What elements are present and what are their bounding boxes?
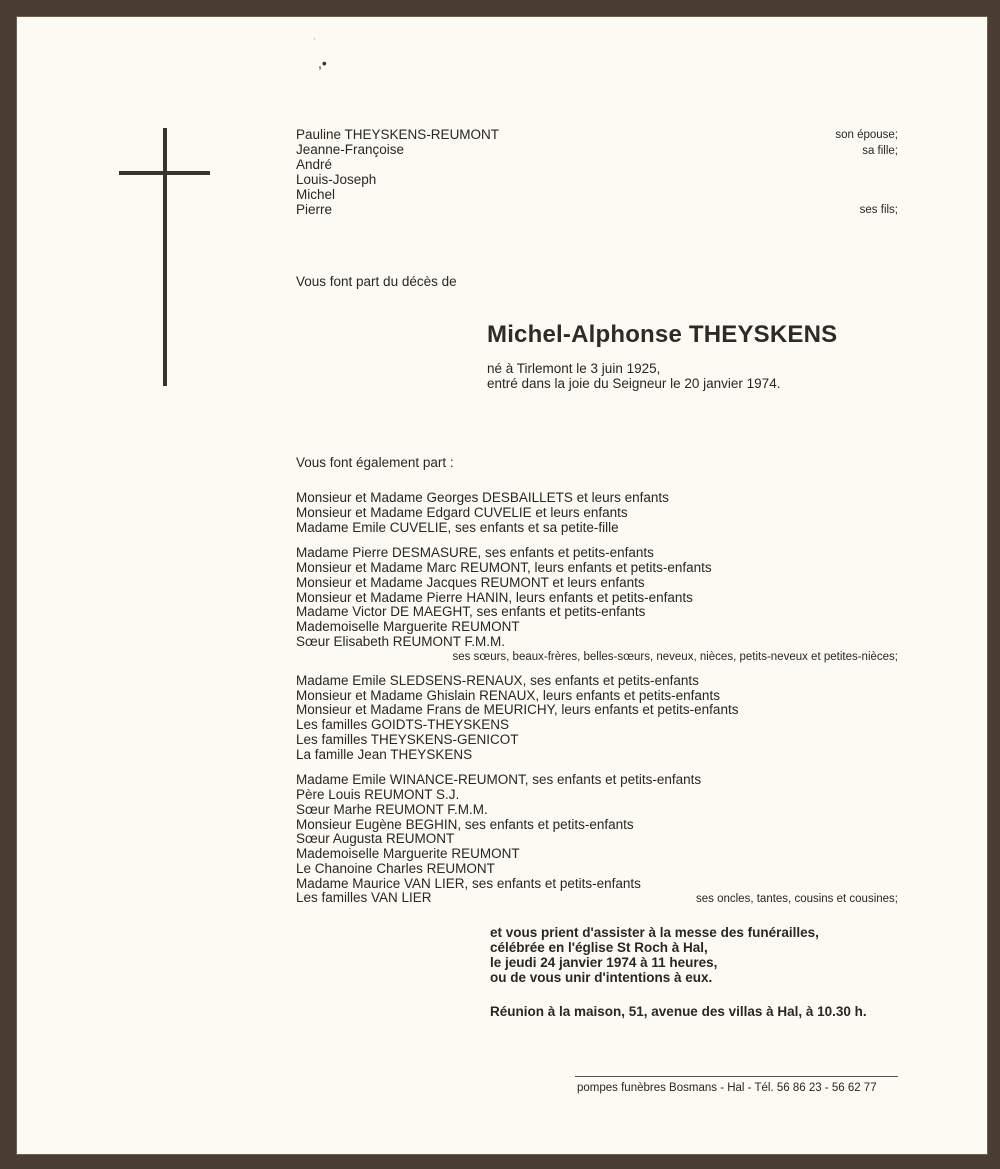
ink-speck: '	[314, 37, 316, 46]
death-info: entré dans la joie du Seigneur le 20 janvier 1974.	[487, 376, 781, 391]
relative-line: Les familles THEYSKENS-GENICOT	[296, 732, 519, 747]
relative-line: Madame Maurice VAN LIER, ses enfants et petits-enfants	[296, 876, 641, 891]
relation-label: ses fils;	[859, 204, 898, 216]
family-member: Michel	[296, 187, 336, 202]
relative-line: Monsieur et Madame Pierre HANIN, leurs enfants et petits-enfants	[296, 590, 693, 605]
family-member: André	[296, 157, 333, 172]
invitation-line: et vous prient d'assister à la messe des funérailles,	[490, 925, 819, 940]
birth-info: né à Tirlemont le 3 juin 1925,	[487, 361, 661, 376]
cross-icon-vertical	[163, 128, 167, 386]
also-announce-text: Vous font également part :	[296, 455, 454, 470]
relation-label: son épouse;	[835, 129, 898, 141]
relative-line: Père Louis REUMONT S.J.	[296, 787, 460, 802]
invitation-line: ou de vous unir d'intentions à eux.	[490, 970, 713, 985]
relative-line: Sœur Elisabeth REUMONT F.M.M.	[296, 634, 506, 649]
invitation-line: le jeudi 24 janvier 1974 à 11 heures,	[490, 955, 718, 970]
relative-line: Mademoiselle Marguerite REUMONT	[296, 619, 520, 634]
relative-line: Monsieur et Madame Jacques REUMONT et leurs enfants	[296, 575, 645, 590]
relation-label: ses oncles, tantes, cousins et cousines;	[696, 893, 898, 905]
relative-line: Monsieur et Madame Ghislain RENAUX, leurs enfants et petits-enfants	[296, 688, 720, 703]
relative-line: Le Chanoine Charles REUMONT	[296, 861, 495, 876]
relative-line: Monsieur Eugène BEGHIN, ses enfants et petits-enfants	[296, 817, 634, 832]
relative-line: Madame Victor DE MAEGHT, ses enfants et petits-enfants	[296, 604, 646, 619]
relative-line: Sœur Marhe REUMONT F.M.M.	[296, 802, 488, 817]
cross-icon-horizontal	[119, 171, 210, 175]
relative-line: Sœur Augusta REUMONT	[296, 831, 455, 846]
relative-line: Mademoiselle Marguerite REUMONT	[296, 846, 520, 861]
relative-line: Les familles VAN LIER	[296, 890, 432, 905]
family-member: Jeanne-Françoise	[296, 142, 405, 157]
relative-line: Madame Pierre DESMASURE, ses enfants et petits-enfants	[296, 545, 654, 560]
footer-divider	[575, 1076, 898, 1077]
relative-line: Madame Emile CUVELIE, ses enfants et sa petite-fille	[296, 520, 619, 535]
relation-label: sa fille;	[862, 145, 898, 157]
ink-mark: ,•	[318, 55, 327, 71]
invitation-line: célébrée en l'église St Roch à Hal,	[490, 940, 708, 955]
family-member: Pierre	[296, 202, 333, 217]
relative-line: Monsieur et Madame Georges DESBAILLETS et leurs enfants	[296, 490, 669, 505]
relative-line: Madame Emile WINANCE-REUMONT, ses enfants et petits-enfants	[296, 772, 702, 787]
relative-line: Les familles GOIDTS-THEYSKENS	[296, 717, 510, 732]
relative-line: Monsieur et Madame Edgard CUVELIE et leurs enfants	[296, 505, 628, 520]
family-member: Louis-Joseph	[296, 172, 377, 187]
relative-line: Monsieur et Madame Frans de MEURICHY, leurs enfants et petits-enfants	[296, 702, 739, 717]
deceased-name: Michel-Alphonse THEYSKENS	[487, 321, 838, 348]
footer-text: pompes funèbres Bosmans - Hal - Tél. 56 86 23 - 56 62 77	[577, 1082, 877, 1094]
reunion-text: Réunion à la maison, 51, avenue des villas à Hal, à 10.30 h.	[490, 1004, 867, 1019]
announce-text: Vous font part du décès de	[296, 274, 457, 289]
relative-line: Monsieur et Madame Marc REUMONT, leurs enfants et petits-enfants	[296, 560, 712, 575]
family-member: Pauline THEYSKENS-REUMONT	[296, 127, 500, 142]
relative-line: La famille Jean THEYSKENS	[296, 747, 473, 762]
relative-line: Madame Emile SLEDSENS-RENAUX, ses enfants et petits-enfants	[296, 673, 699, 688]
relation-label: ses sœurs, beaux-frères, belles-sœurs, neveux, nièces, petits-neveux et petites-nièces;	[452, 651, 898, 663]
